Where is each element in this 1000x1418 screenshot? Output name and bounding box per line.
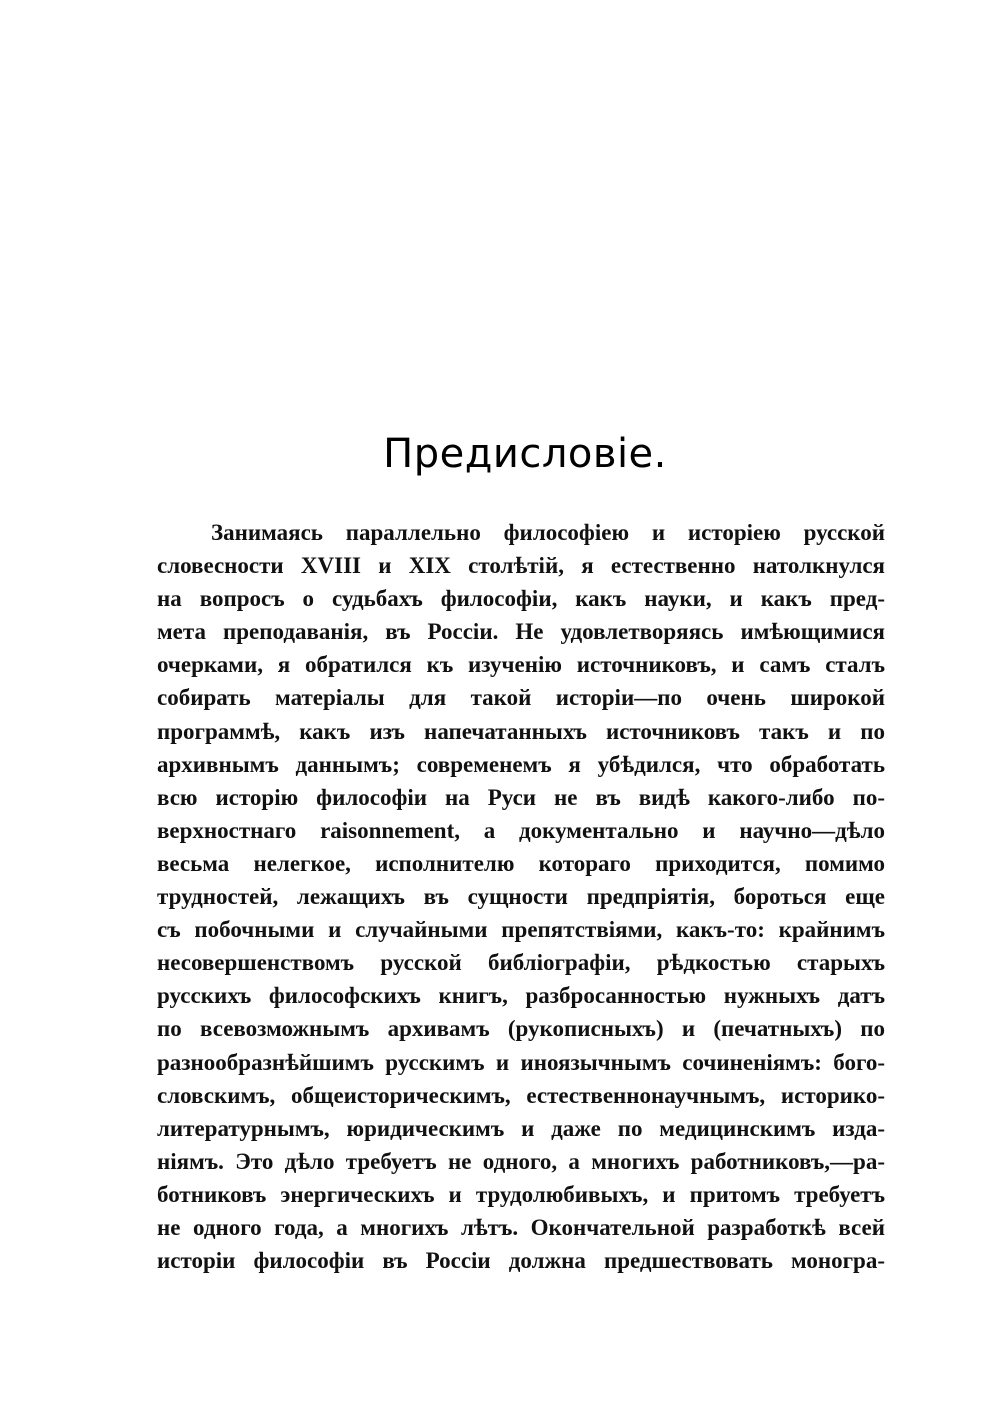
text-line: словесности XVIII и XIX столѣтій, я естественно натолкнулся xyxy=(157,553,885,579)
text-line: ботниковъ энергическихъ и трудолюбивыхъ, и притомъ требуетъ xyxy=(157,1181,885,1207)
text-line: программѣ, какъ изъ напечатанныхъ источниковъ такъ и по xyxy=(157,718,885,744)
text-line: не одного года, а многихъ лѣтъ. Окончательной разработкѣ всей xyxy=(157,1214,885,1240)
page-title: Предисловіе. xyxy=(383,431,667,477)
text-line: верхностнаго raisonnement, а документально и научно—дѣло xyxy=(157,817,885,843)
text-line: русскихъ философскихъ книгъ, разбросанностью нужныхъ датъ xyxy=(157,983,885,1009)
text-line: трудностей, лежащихъ въ сущности предпріятія, бороться еще xyxy=(157,884,885,910)
text-line: весьма нелегкое, исполнителю котораго приходится, помимо xyxy=(157,850,885,876)
text-line: ніямъ. Это дѣло требуетъ не одного, а многихъ работниковъ,—ра- xyxy=(157,1148,885,1174)
text-line: разнообразнѣйшимъ русскимъ и иноязычнымъ сочиненіямъ: бого- xyxy=(157,1049,885,1075)
text-line: съ побочными и случайными препятствіями, какъ-то: крайнимъ xyxy=(157,917,885,943)
text-line: архивнымъ даннымъ; современемъ я убѣдился, что обработать xyxy=(157,751,885,777)
text-line: исторіи философіи въ Россіи должна предшествовать моногра- xyxy=(157,1248,885,1274)
preface-paragraph xyxy=(157,516,885,1277)
text-line: всю исторію философіи на Руси не въ видѣ какого-либо по- xyxy=(157,784,885,810)
text-line: несовершенствомъ русской библіографіи, рѣдкостью старыхъ xyxy=(157,950,885,976)
text-line: на вопросъ о судьбахъ философіи, какъ науки, и какъ пред- xyxy=(157,586,885,612)
text-line: мета преподаванія, въ Россіи. Не удовлетворяясь имѣющимися xyxy=(157,619,885,645)
text-line: словскимъ, общеисторическимъ, естественнонаучнымъ, историко- xyxy=(157,1082,885,1108)
text-line: по всевозможнымъ архивамъ (рукописныхъ) и (печатныхъ) по xyxy=(157,1016,885,1042)
text-line: Занимаясь параллельно философіею и исторіею русской xyxy=(211,520,885,545)
text-line: собирать матеріалы для такой исторіи—по очень широкой xyxy=(157,685,885,711)
text-line: литературнымъ, юридическимъ и даже по медицинскимъ изда- xyxy=(157,1115,885,1141)
text-line: очерками, я обратился къ изученію источниковъ, и самъ сталъ xyxy=(157,652,885,678)
